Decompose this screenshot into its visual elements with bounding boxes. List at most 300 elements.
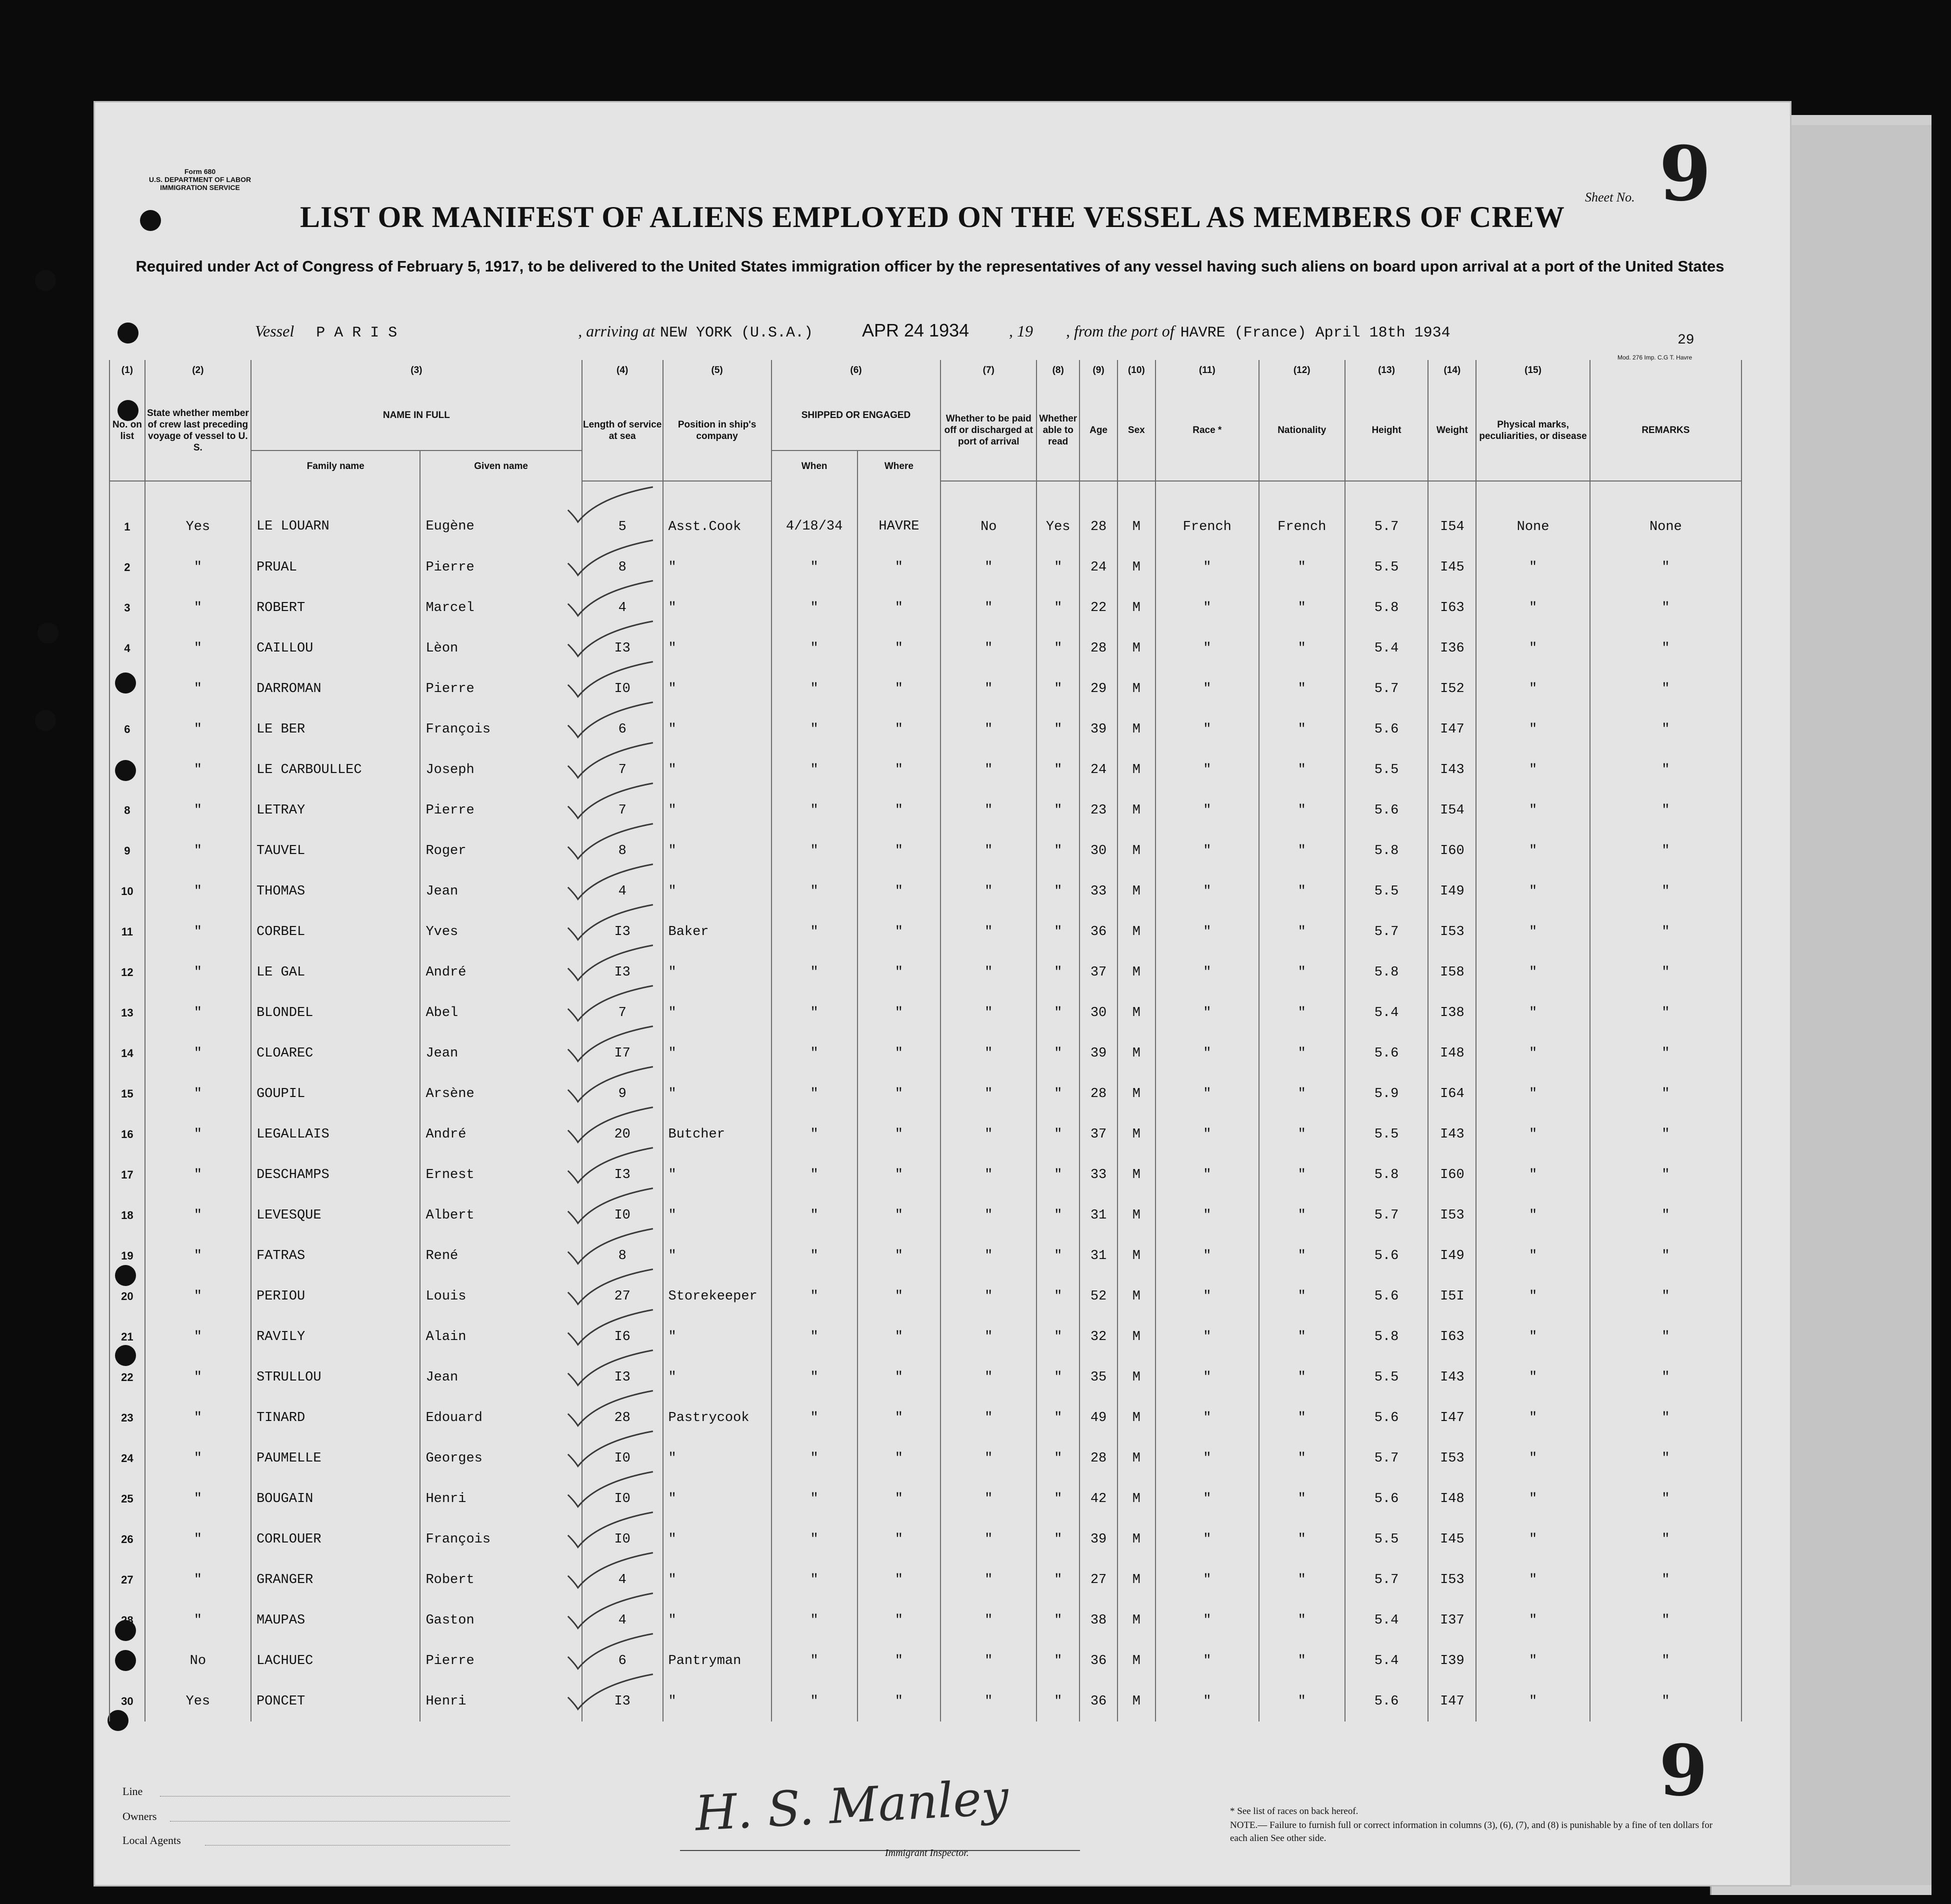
family-name: STRULLOU: [251, 1357, 420, 1398]
sex: M: [1118, 912, 1156, 952]
position: ": [663, 871, 772, 912]
header-name-in-full: NAME IN FULL: [251, 380, 582, 450]
race: ": [1156, 1519, 1259, 1560]
row-number: 18: [110, 1195, 145, 1236]
prev-voyage: ": [145, 547, 251, 588]
year-label: , 19: [1008, 322, 1033, 340]
family-name: CORBEL: [251, 912, 420, 952]
nationality: ": [1259, 1195, 1345, 1236]
given-name: Robert: [420, 1560, 582, 1600]
prev-voyage: ": [145, 790, 251, 830]
service-years: I0: [582, 668, 663, 709]
checkmark: [568, 946, 653, 980]
age: 36: [1080, 1640, 1118, 1681]
height: 5.6: [1345, 790, 1428, 830]
prev-voyage: ": [145, 952, 251, 992]
prev-voyage: ": [145, 750, 251, 790]
nationality: ": [1259, 588, 1345, 628]
header-paid-off: Whether to be paid off or discharged at port of arrival: [940, 380, 1036, 481]
nationality: ": [1259, 1640, 1345, 1681]
physical-marks: ": [1476, 1236, 1590, 1276]
family-name: BLONDEL: [251, 992, 420, 1033]
col-num-2: (2): [145, 360, 251, 380]
paid-off: ": [940, 830, 1036, 871]
row-number: 14: [110, 1033, 145, 1074]
row-number: 11: [110, 912, 145, 952]
remarks: ": [1590, 1276, 1742, 1316]
height: 5.5: [1345, 1114, 1428, 1154]
able-to-read: ": [1036, 1276, 1080, 1316]
family-name: DESCHAMPS: [251, 1154, 420, 1195]
shipped-where: ": [858, 709, 941, 750]
weight: I45: [1428, 1519, 1476, 1560]
nationality: ": [1259, 1154, 1345, 1195]
height: 5.4: [1345, 1600, 1428, 1640]
service-years: 9: [582, 1074, 663, 1114]
age: 30: [1080, 992, 1118, 1033]
position: Pastrycook: [663, 1398, 772, 1438]
owners-field: [170, 1821, 510, 1822]
able-to-read: ": [1036, 1033, 1080, 1074]
shipped-where: ": [858, 1681, 941, 1722]
prev-voyage: ": [145, 830, 251, 871]
col-num-15: (15): [1476, 360, 1590, 380]
remarks: ": [1590, 790, 1742, 830]
checkmark: [568, 1229, 653, 1264]
able-to-read: ": [1036, 668, 1080, 709]
arriving-label: , arriving at: [578, 322, 655, 340]
paid-off: ": [940, 1560, 1036, 1600]
height: 5.7: [1345, 912, 1428, 952]
row-number: 22: [110, 1357, 145, 1398]
position: ": [663, 1600, 772, 1640]
checkmark: [568, 581, 653, 616]
paid-off: ": [940, 1074, 1036, 1114]
paid-off: ": [940, 1681, 1036, 1722]
checkmark: [568, 1674, 653, 1710]
shipped-when: ": [772, 1074, 858, 1114]
checkmark: [568, 1432, 653, 1466]
checkmark: [568, 986, 653, 1021]
shipped-where: ": [858, 1438, 941, 1478]
able-to-read: ": [1036, 1195, 1080, 1236]
shipped-when: ": [772, 912, 858, 952]
age: 24: [1080, 750, 1118, 790]
row-number: 21: [110, 1316, 145, 1357]
header-shipped-engaged: SHIPPED OR ENGAGED: [772, 380, 941, 450]
departure-port: HAVRE (France) April 18th 1934: [1180, 324, 1450, 342]
prev-voyage: ": [145, 1276, 251, 1316]
weight: I36: [1428, 628, 1476, 668]
weight: I53: [1428, 1195, 1476, 1236]
paid-off: ": [940, 1398, 1036, 1438]
position: ": [663, 1195, 772, 1236]
checkmark: [568, 540, 653, 576]
col-num-13: (13): [1345, 360, 1428, 380]
remarks: ": [1590, 1560, 1742, 1600]
race: ": [1156, 547, 1259, 588]
weight: I63: [1428, 1316, 1476, 1357]
shipped-when: ": [772, 668, 858, 709]
service-years: I0: [582, 1195, 663, 1236]
remarks: ": [1590, 830, 1742, 871]
paid-off: ": [940, 871, 1036, 912]
weight: I53: [1428, 912, 1476, 952]
position: ": [663, 1236, 772, 1276]
service-years: I0: [582, 1478, 663, 1519]
sex: M: [1118, 1316, 1156, 1357]
family-name: FATRAS: [251, 1236, 420, 1276]
position: Asst.Cook: [663, 481, 772, 547]
family-name: ROBERT: [251, 588, 420, 628]
age: 33: [1080, 871, 1118, 912]
family-name: LACHUEC: [251, 1640, 420, 1681]
sex: M: [1118, 790, 1156, 830]
age: 28: [1080, 1438, 1118, 1478]
nationality: ": [1259, 871, 1345, 912]
form-number: Form 680: [184, 168, 216, 176]
position: ": [663, 588, 772, 628]
age: 28: [1080, 481, 1118, 547]
race: ": [1156, 1195, 1259, 1236]
height: 5.6: [1345, 1478, 1428, 1519]
row-number: 15: [110, 1074, 145, 1114]
weight: I5I: [1428, 1276, 1476, 1316]
prev-voyage: ": [145, 1398, 251, 1438]
prev-voyage: ": [145, 912, 251, 952]
position: ": [663, 750, 772, 790]
age: 30: [1080, 830, 1118, 871]
signature-line: [680, 1850, 1080, 1851]
family-name: RAVILY: [251, 1316, 420, 1357]
height: 5.7: [1345, 481, 1428, 547]
shipped-where: HAVRE: [858, 481, 941, 547]
able-to-read: ": [1036, 871, 1080, 912]
weight: I63: [1428, 588, 1476, 628]
sex: M: [1118, 1195, 1156, 1236]
sex: M: [1118, 1438, 1156, 1478]
checkmark: [568, 1108, 653, 1142]
physical-marks: ": [1476, 1681, 1590, 1722]
weight: I64: [1428, 1074, 1476, 1114]
row-number: 13: [110, 992, 145, 1033]
age: 36: [1080, 1681, 1118, 1722]
checkmark: [568, 1188, 653, 1224]
header-race: Race *: [1156, 380, 1259, 481]
age: 38: [1080, 1600, 1118, 1640]
race: ": [1156, 588, 1259, 628]
header-sex: Sex: [1118, 380, 1156, 481]
physical-marks: ": [1476, 1276, 1590, 1316]
checkmark: [568, 1594, 653, 1628]
paid-off: ": [940, 1316, 1036, 1357]
col-num-14: (14): [1428, 360, 1476, 380]
race: ": [1156, 1478, 1259, 1519]
height: 5.4: [1345, 992, 1428, 1033]
prev-voyage: ": [145, 588, 251, 628]
row-number: 8: [110, 790, 145, 830]
age: 35: [1080, 1357, 1118, 1398]
race: ": [1156, 1600, 1259, 1640]
checkmark: [568, 1350, 653, 1386]
weight: I43: [1428, 1114, 1476, 1154]
physical-marks: ": [1476, 912, 1590, 952]
nationality: ": [1259, 1357, 1345, 1398]
race: ": [1156, 1357, 1259, 1398]
race: ": [1156, 1316, 1259, 1357]
checkmark: [568, 487, 653, 522]
prev-voyage: ": [145, 628, 251, 668]
header-height: Height: [1345, 380, 1428, 481]
weight: I60: [1428, 1154, 1476, 1195]
height: 5.8: [1345, 1154, 1428, 1195]
physical-marks: ": [1476, 1114, 1590, 1154]
able-to-read: ": [1036, 1438, 1080, 1478]
nationality: ": [1259, 1560, 1345, 1600]
local-agents-label: Local Agents: [122, 1834, 181, 1846]
col-num-7: (7): [940, 360, 1036, 380]
header-length-service: Length of service at sea: [582, 380, 663, 481]
sex: M: [1118, 668, 1156, 709]
shipped-where: ": [858, 1640, 941, 1681]
sex: M: [1118, 1640, 1156, 1681]
height: 5.5: [1345, 547, 1428, 588]
physical-marks: ": [1476, 547, 1590, 588]
height: 5.8: [1345, 588, 1428, 628]
given-name: Gaston: [420, 1600, 582, 1640]
race: ": [1156, 709, 1259, 750]
weight: I39: [1428, 1640, 1476, 1681]
service-years: 7: [582, 790, 663, 830]
sheet-label: Sheet No.: [1585, 190, 1635, 204]
nationality: ": [1259, 628, 1345, 668]
shipped-where: ": [858, 668, 941, 709]
nationality: ": [1259, 1478, 1345, 1519]
family-name: BOUGAIN: [251, 1478, 420, 1519]
prev-voyage: ": [145, 1114, 251, 1154]
shipped-when: ": [772, 750, 858, 790]
col-num-11: (11): [1156, 360, 1259, 380]
prev-voyage: ": [145, 1236, 251, 1276]
sex: M: [1118, 1600, 1156, 1640]
paid-off: ": [940, 1438, 1036, 1478]
able-to-read: ": [1036, 1114, 1080, 1154]
header-where: Where: [858, 450, 941, 481]
shipped-where: ": [858, 952, 941, 992]
nationality: ": [1259, 1600, 1345, 1640]
sex: M: [1118, 830, 1156, 871]
sex: M: [1118, 547, 1156, 588]
shipped-when: ": [772, 1154, 858, 1195]
service-years: 8: [582, 1236, 663, 1276]
remarks: ": [1590, 1478, 1742, 1519]
given-name: Albert: [420, 1195, 582, 1236]
able-to-read: ": [1036, 1519, 1080, 1560]
header-remarks: REMARKS: [1590, 380, 1742, 481]
shipped-when: ": [772, 992, 858, 1033]
col-num-9: (9): [1080, 360, 1118, 380]
shipped-when: ": [772, 628, 858, 668]
row-number: 19: [110, 1236, 145, 1276]
physical-marks: ": [1476, 1398, 1590, 1438]
height: 5.8: [1345, 830, 1428, 871]
col-num-3: (3): [251, 360, 582, 380]
checkmark: [568, 1067, 653, 1102]
remarks: ": [1590, 1316, 1742, 1357]
checkmark: [568, 1270, 653, 1304]
height: 5.6: [1345, 1398, 1428, 1438]
service-years: I3: [582, 952, 663, 992]
age: 31: [1080, 1236, 1118, 1276]
paid-off: ": [940, 1357, 1036, 1398]
paid-off: ": [940, 1236, 1036, 1276]
family-name: PAUMELLE: [251, 1438, 420, 1478]
able-to-read: ": [1036, 1478, 1080, 1519]
given-name: Lèon: [420, 628, 582, 668]
age: 29: [1080, 668, 1118, 709]
page-subtitle: Required under Act of Congress of February 5, 1917, to be delivered to the United States immigration officer by the representatives of any vessel having such aliens on board upon arrival at a port of the United States: [136, 258, 1724, 275]
shipped-when: ": [772, 1195, 858, 1236]
service-years: 5: [582, 481, 663, 547]
remarks: ": [1590, 1114, 1742, 1154]
age: 39: [1080, 1033, 1118, 1074]
weight: I38: [1428, 992, 1476, 1033]
checkmark: [568, 1026, 653, 1062]
height: 5.4: [1345, 1640, 1428, 1681]
given-name: Jean: [420, 871, 582, 912]
header-able-read: Whether able to read: [1036, 380, 1080, 481]
remarks: ": [1590, 628, 1742, 668]
service-years: 4: [582, 871, 663, 912]
sex: M: [1118, 709, 1156, 750]
family-name: LEVESQUE: [251, 1195, 420, 1236]
able-to-read: ": [1036, 992, 1080, 1033]
nationality: ": [1259, 1316, 1345, 1357]
sex: M: [1118, 1398, 1156, 1438]
paid-off: ": [940, 1114, 1036, 1154]
sex: M: [1118, 1478, 1156, 1519]
service-years: 4: [582, 588, 663, 628]
physical-marks: ": [1476, 1154, 1590, 1195]
prev-voyage: No: [145, 1640, 251, 1681]
printer-note: Mod. 276 Imp. C.G T. Havre: [1618, 354, 1692, 361]
given-name: Henri: [420, 1478, 582, 1519]
remarks: ": [1590, 1236, 1742, 1276]
shipped-where: ": [858, 547, 941, 588]
physical-marks: ": [1476, 1316, 1590, 1357]
service-years: I3: [582, 1154, 663, 1195]
position: ": [663, 952, 772, 992]
family-name: LE CARBOULLEC: [251, 750, 420, 790]
physical-marks: ": [1476, 709, 1590, 750]
remarks: ": [1590, 992, 1742, 1033]
prev-voyage: ": [145, 1438, 251, 1478]
col-num-10: (10): [1118, 360, 1156, 380]
able-to-read: ": [1036, 1600, 1080, 1640]
row-number: 23: [110, 1398, 145, 1438]
col-num-1: (1): [110, 360, 145, 380]
shipped-where: ": [858, 628, 941, 668]
position: ": [663, 1316, 772, 1357]
position: ": [663, 830, 772, 871]
able-to-read: ": [1036, 1640, 1080, 1681]
shipped-when: ": [772, 1681, 858, 1722]
remarks: ": [1590, 588, 1742, 628]
paid-off: ": [940, 750, 1036, 790]
weight: I47: [1428, 1398, 1476, 1438]
family-name: LETRAY: [251, 790, 420, 830]
family-name: LEGALLAIS: [251, 1114, 420, 1154]
weight: I49: [1428, 1236, 1476, 1276]
position: ": [663, 547, 772, 588]
shipped-where: ": [858, 1316, 941, 1357]
shipped-when: ": [772, 1560, 858, 1600]
shipped-when: 4/18/34: [772, 481, 858, 547]
local-agents-field: [205, 1845, 510, 1846]
shipped-when: ": [772, 1357, 858, 1398]
nationality: ": [1259, 790, 1345, 830]
family-name: PRUAL: [251, 547, 420, 588]
position: ": [663, 1478, 772, 1519]
family-name: PONCET: [251, 1681, 420, 1722]
row-number: 6: [110, 709, 145, 750]
weight: I43: [1428, 750, 1476, 790]
position: Baker: [663, 912, 772, 952]
given-name: Yves: [420, 912, 582, 952]
inspector-label: Immigrant Inspector.: [885, 1848, 969, 1858]
family-name: TINARD: [251, 1398, 420, 1438]
family-name: CORLOUER: [251, 1519, 420, 1560]
able-to-read: ": [1036, 1681, 1080, 1722]
shipped-when: ": [772, 1236, 858, 1276]
shipped-where: ": [858, 1357, 941, 1398]
age: 37: [1080, 1114, 1118, 1154]
able-to-read: Yes: [1036, 481, 1080, 547]
paid-off: ": [940, 668, 1036, 709]
shipped-where: ": [858, 1560, 941, 1600]
able-to-read: ": [1036, 1316, 1080, 1357]
header-weight: Weight: [1428, 380, 1476, 481]
physical-marks: ": [1476, 1033, 1590, 1074]
sex: M: [1118, 1074, 1156, 1114]
shipped-where: ": [858, 871, 941, 912]
weight: I52: [1428, 668, 1476, 709]
physical-marks: ": [1476, 871, 1590, 912]
height: 5.7: [1345, 668, 1428, 709]
shipped-where: ": [858, 912, 941, 952]
race: ": [1156, 1276, 1259, 1316]
race: ": [1156, 750, 1259, 790]
position: ": [663, 1438, 772, 1478]
weight: I53: [1428, 1438, 1476, 1478]
race: ": [1156, 871, 1259, 912]
sex: M: [1118, 871, 1156, 912]
family-name: LE LOUARN: [251, 481, 420, 547]
remarks: ": [1590, 1681, 1742, 1722]
paid-off: ": [940, 709, 1036, 750]
checkmark: [568, 1512, 653, 1548]
paid-off: ": [940, 588, 1036, 628]
given-name: Abel: [420, 992, 582, 1033]
shipped-when: ": [772, 1114, 858, 1154]
shipped-where: ": [858, 1600, 941, 1640]
shipped-when: ": [772, 830, 858, 871]
height: 5.4: [1345, 628, 1428, 668]
sex: M: [1118, 1519, 1156, 1560]
nationality: ": [1259, 830, 1345, 871]
physical-marks: ": [1476, 1519, 1590, 1560]
height: 5.6: [1345, 1236, 1428, 1276]
